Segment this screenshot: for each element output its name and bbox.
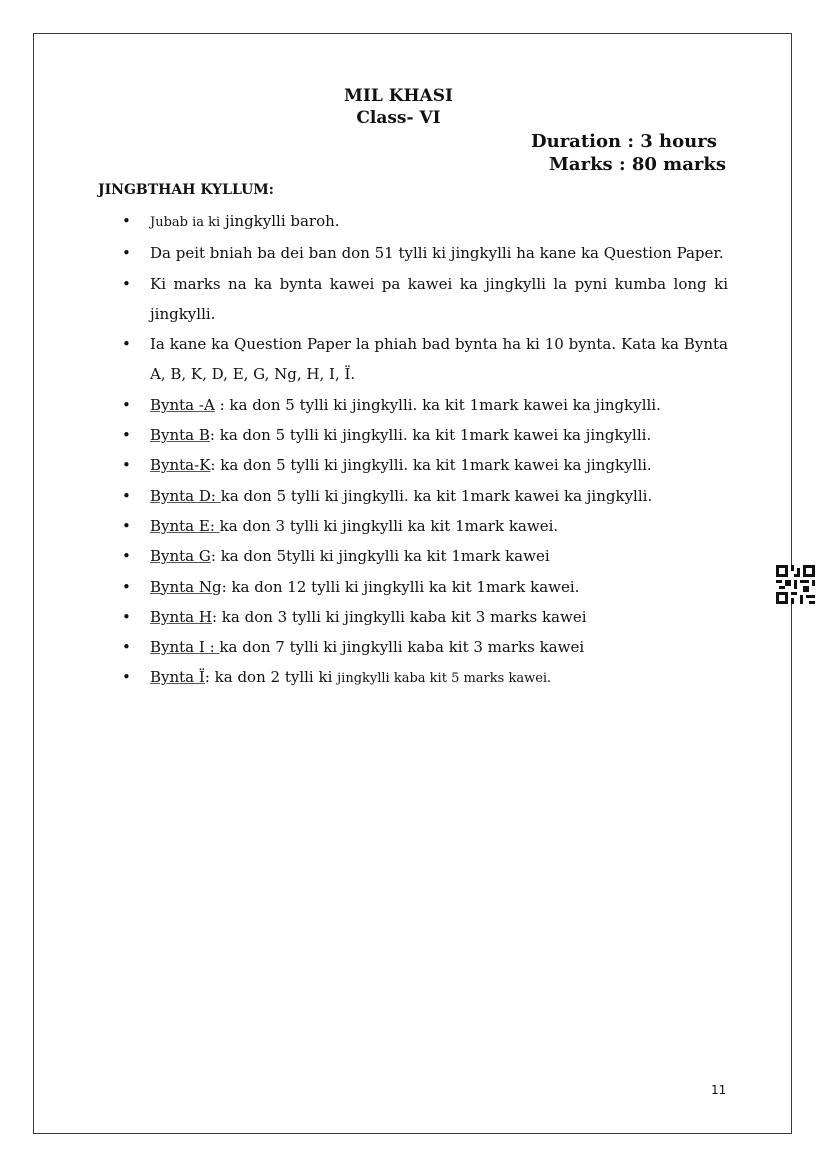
instruction-text: : ka don 2 tylli ki: [204, 668, 338, 687]
instructions-heading: JINGBTHAH KYLLUM:: [98, 182, 274, 198]
section-label: Bynta D:: [150, 486, 221, 505]
instruction-text: ka don 5 tylli ki jingkylli. ka kit 1mark kawei ka jingkylli.: [220, 486, 653, 505]
instruction-text: : ka don 5 tylli ki jingkylli. ka kit 1mark kawei ka jingkylli.: [210, 456, 652, 475]
section-label: Bynta B: [150, 426, 210, 445]
section-label: Bynta I :: [150, 638, 220, 657]
section-g-item: [118, 541, 728, 571]
section-label: Bynta E:: [150, 516, 220, 535]
section-ng-item: [118, 572, 728, 602]
section-i-item: [118, 632, 728, 662]
subject-title: MIL KHASI: [344, 86, 453, 106]
section-label: Bynta Ï: [150, 668, 205, 687]
instruction-text: : ka don 5tylli ki jingkylli ka kit 1mark kawei: [210, 547, 550, 566]
instruction-text: Ia kane ka Question Paper la phiah bad bynta ha ki 10 bynta. Kata ka Bynta A, B, K, D, E, G, Ng, H, I, Ï.: [150, 335, 728, 384]
section-k-item: [118, 450, 728, 480]
instruction-item: [118, 206, 728, 238]
marks-label: Marks : 80 marks: [549, 154, 726, 175]
instruction-text: : ka don 5 tylli ki jingkylli. ka kit 1mark kawei ka jingkylli.: [209, 426, 652, 445]
section-label: Bynta H: [150, 607, 212, 626]
qr-code-icon: [776, 565, 815, 604]
section-h-item: [118, 602, 728, 632]
instruction-text: : ka don 3 tylli ki jingkylli kaba kit 3 marks kawei: [211, 607, 587, 626]
section-e-item: [118, 511, 728, 541]
instruction-lead: Jubab ia ki: [150, 215, 221, 230]
section-label: Bynta G: [150, 547, 211, 566]
instruction-text: ka don 3 tylli ki jingkylli ka kit 1mark kawei.: [219, 516, 559, 535]
instruction-text: jingkylli baroh.: [220, 212, 340, 230]
instruction-text: : ka don 5 tylli ki jingkylli. ka kit 1mark kawei ka jingkylli.: [214, 395, 661, 414]
class-title: Class- VI: [356, 108, 441, 128]
section-label: Bynta Ng: [150, 577, 222, 596]
instruction-item: [118, 269, 728, 330]
instruction-text: : ka don 12 tylli ki jingkylli ka kit 1mark kawei.: [221, 577, 580, 596]
instructions-list: [118, 206, 728, 695]
page-number: 11: [711, 1083, 727, 1097]
instruction-item: [118, 329, 728, 390]
instruction-text: Da peit bniah ba dei ban don 51 tylli ki jingkylli ha kane ka Question Paper.: [150, 244, 724, 263]
section-a-item: [118, 390, 728, 420]
instruction-text: ka don 7 tylli ki jingkylli kaba kit 3 marks kawei: [219, 638, 585, 657]
section-d-item: [118, 481, 728, 511]
instruction-item: [118, 238, 728, 268]
section-b-item: [118, 420, 728, 450]
section-label: Bynta -A: [150, 395, 215, 414]
duration-label: Duration : 3 hours: [531, 131, 717, 152]
section-label: Bynta-K: [150, 456, 211, 475]
instruction-tail: jingkylli kaba kit 5 marks kawei.: [337, 671, 552, 687]
instruction-text: Ki marks na ka bynta kawei pa kawei ka jingkylli la pyni kumba long ki jingkylli.: [150, 274, 728, 323]
section-i-diaeresis-item: [118, 662, 728, 694]
